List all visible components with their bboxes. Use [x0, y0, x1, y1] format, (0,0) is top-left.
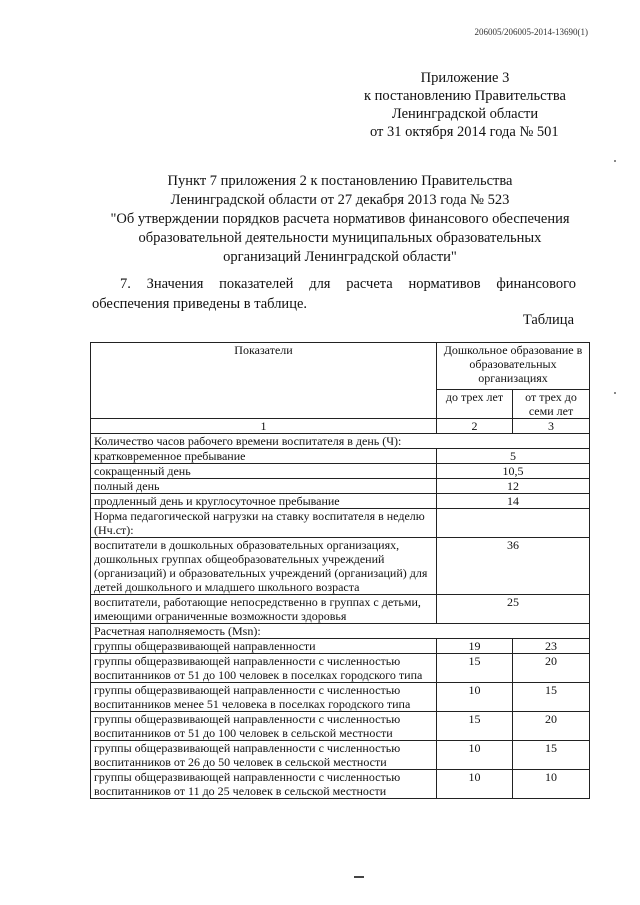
value-under-3: 10	[437, 770, 513, 799]
value-3-to-7: 15	[513, 683, 590, 712]
merged-value: 5	[437, 449, 590, 464]
merged-value: 14	[437, 494, 590, 509]
column-number: 1	[91, 419, 437, 434]
table-row	[91, 464, 590, 479]
row-label: кратковременное пребывание	[91, 449, 437, 464]
title-line: "Об утверждении порядков расчета нормативов финансового обеспечения	[110, 211, 570, 227]
row-label: группы общеразвивающей направленности с численностью воспитанников менее 51 человека в поселках городского типа	[91, 683, 437, 712]
document-title	[60, 172, 620, 267]
header-indicators: Показатели	[91, 343, 437, 419]
title-line: организаций Ленинградской области"	[223, 249, 457, 265]
table-row	[91, 538, 590, 595]
empty-cell	[437, 509, 590, 538]
value-3-to-7: 23	[513, 639, 590, 654]
scan-mark	[354, 876, 364, 878]
column-number: 3	[513, 419, 590, 434]
table-caption: Таблица	[522, 312, 574, 328]
row-label: воспитатели в дошкольных образовательных организациях, дошкольных группах общеобразовательных учреждений (организаций) и образовательных учреждений (организаций) для детей дошкольного и младшего школьного возраста	[91, 538, 437, 595]
header-3-to-7: от трех до семи лет	[513, 390, 590, 419]
row-label: группы общеразвивающей направленности с численностью воспитанников от 26 до 50 человек в сельской местности	[91, 741, 437, 770]
row-label: Расчетная наполняемость (Msn):	[91, 624, 590, 639]
indicators-table	[90, 342, 590, 799]
paragraph-7: 7. Значения показателей для расчета нормативов финансового обеспечения приведены в таблице.	[92, 276, 576, 312]
appendix-line: Ленинградской области	[391, 106, 539, 122]
document-id: 206005/206005-2014-13690(1)	[474, 27, 588, 37]
title-line: Пункт 7 приложения 2 к постановлению Правительства	[167, 173, 513, 189]
merged-value: 25	[437, 595, 590, 624]
value-under-3: 15	[437, 712, 513, 741]
table-row	[91, 741, 590, 770]
table-row	[91, 712, 590, 741]
table-row	[91, 595, 590, 624]
column-number: 2	[437, 419, 513, 434]
scan-speck	[614, 392, 616, 394]
title-line: Ленинградской области от 27 декабря 2013 года № 523	[170, 192, 510, 208]
table-row	[91, 770, 590, 799]
table-row	[91, 434, 590, 449]
appendix-line: от 31 октября 2014 года № 501	[370, 124, 559, 140]
table-row	[91, 494, 590, 509]
value-3-to-7: 10	[513, 770, 590, 799]
table-row	[91, 654, 590, 683]
row-label: группы общеразвивающей направленности с численностью воспитанников от 11 до 25 человек в сельской местности	[91, 770, 437, 799]
row-label: группы общеразвивающей направленности	[91, 639, 437, 654]
appendix-line: к постановлению Правительства	[364, 88, 566, 104]
table-header-row	[91, 343, 590, 390]
value-3-to-7: 15	[513, 741, 590, 770]
table-row	[91, 683, 590, 712]
row-label: группы общеразвивающей направленности с численностью воспитанников от 51 до 100 человек в поселках городского типа	[91, 654, 437, 683]
table-row	[91, 479, 590, 494]
row-label: полный день	[91, 479, 437, 494]
value-3-to-7: 20	[513, 712, 590, 741]
table-row	[91, 449, 590, 464]
value-under-3: 10	[437, 683, 513, 712]
header-under-3: до трех лет	[437, 390, 513, 419]
title-line: образовательной деятельности муниципальных образовательных	[138, 230, 542, 246]
row-label: сокращенный день	[91, 464, 437, 479]
table-number-row	[91, 419, 590, 434]
row-label: группы общеразвивающей направленности с численностью воспитанников от 51 до 100 человек в сельской местности	[91, 712, 437, 741]
row-label: воспитатели, работающие непосредственно в группах с детьми, имеющими ограниченные возможности здоровья	[91, 595, 437, 624]
scan-speck	[614, 160, 616, 162]
table-row	[91, 639, 590, 654]
appendix-line: Приложение 3	[420, 70, 510, 86]
row-label: Норма педагогической нагрузки на ставку воспитателя в неделю (Нч.ст):	[91, 509, 437, 538]
row-label: продленный день и круглосуточное пребывание	[91, 494, 437, 509]
table-row	[91, 624, 590, 639]
header-preschool: Дошкольное образование в образовательных организациях	[437, 343, 590, 390]
appendix-header	[330, 69, 600, 141]
table-row	[91, 509, 590, 538]
merged-value: 36	[437, 538, 590, 595]
merged-value: 10,5	[437, 464, 590, 479]
value-3-to-7: 20	[513, 654, 590, 683]
merged-value: 12	[437, 479, 590, 494]
value-under-3: 10	[437, 741, 513, 770]
row-label: Количество часов рабочего времени воспитателя в день (Ч):	[91, 434, 590, 449]
value-under-3: 19	[437, 639, 513, 654]
value-under-3: 15	[437, 654, 513, 683]
